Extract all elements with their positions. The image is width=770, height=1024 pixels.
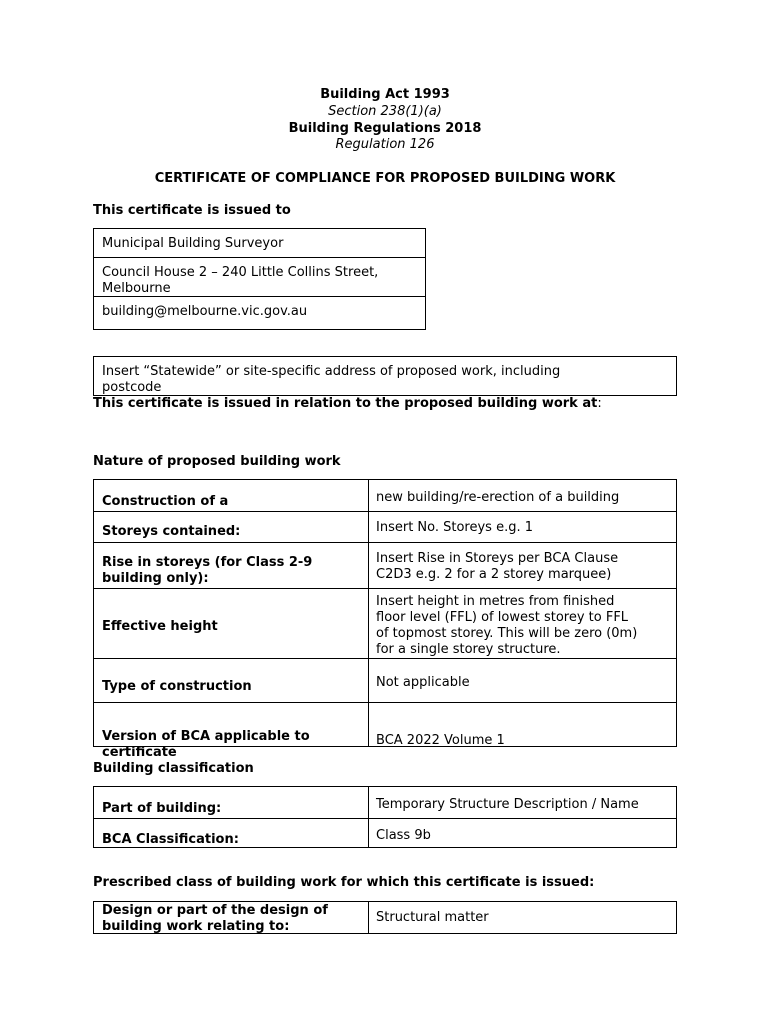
- row-divider: [94, 702, 676, 703]
- label-line: Effective height: [102, 619, 218, 634]
- row-divider: [94, 658, 676, 659]
- value-line: new building/re-erection of a building: [376, 490, 620, 505]
- label-line: Rise in storeys (for Class 2-9: [102, 555, 313, 570]
- issued-to-heading: This certificate is issued to: [93, 203, 291, 218]
- certificate-title: CERTIFICATE OF COMPLIANCE FOR PROPOSED BUILDING WORK: [154, 171, 616, 186]
- row-label: [94, 555, 368, 587]
- prescribed-heading: Prescribed class of building work for which this certificate is issued:: [93, 875, 595, 890]
- recipient-address-line1: Council House 2 – 240 Little Collins Street,: [102, 265, 379, 280]
- label-line: building only):: [102, 571, 209, 586]
- row-label: [94, 524, 368, 540]
- row-divider: [94, 511, 676, 512]
- value-line: Class 9b: [376, 828, 431, 843]
- label-line: Type of construction: [102, 679, 252, 694]
- row-value: [368, 520, 676, 536]
- regulation-ref: Regulation 126: [335, 137, 435, 152]
- label-line: certificate: [102, 745, 177, 760]
- label-line: Design or part of the design of: [102, 903, 328, 918]
- row-label: [94, 619, 368, 635]
- row-label: [94, 679, 368, 695]
- divider: [94, 257, 425, 258]
- row-value: [368, 733, 676, 749]
- label-line: Storeys contained:: [102, 524, 241, 539]
- label-line: Part of building:: [102, 801, 222, 816]
- address-instruction-line1: Insert “Statewide” or site-specific address of proposed work, including: [102, 364, 561, 379]
- row-label: [94, 729, 368, 761]
- row-divider: [94, 588, 676, 589]
- row-value: [368, 797, 676, 813]
- section-ref: Section 238(1)(a): [328, 104, 442, 119]
- value-line: Insert height in metres from finished: [376, 594, 615, 609]
- relation-colon: :: [597, 396, 602, 411]
- regulations-title: Building Regulations 2018: [288, 121, 482, 136]
- recipient-name: Municipal Building Surveyor: [102, 236, 284, 251]
- prescribed-table: [93, 901, 677, 934]
- row-value: [368, 675, 676, 691]
- classification-table: [93, 786, 677, 848]
- row-label: [94, 494, 368, 510]
- value-line: C2D3 e.g. 2 for a 2 storey marquee): [376, 567, 612, 582]
- row-label: [94, 832, 368, 848]
- label-line: Version of BCA applicable to: [102, 729, 310, 744]
- relation-heading-text: This certificate is issued in relation to the proposed building work at: [93, 396, 598, 411]
- label-line: Construction of a: [102, 494, 229, 509]
- recipient-email: building@melbourne.vic.gov.au: [102, 304, 308, 319]
- value-line: Temporary Structure Description / Name: [376, 797, 639, 812]
- row-value: [368, 490, 676, 506]
- address-instruction-line2: postcode: [102, 380, 162, 395]
- row-divider: [94, 542, 676, 543]
- row-value: [368, 594, 676, 658]
- value-line: Structural matter: [376, 910, 489, 925]
- value-line: BCA 2022 Volume 1: [376, 733, 505, 748]
- value-line: for a single storey structure.: [376, 642, 561, 657]
- row-label: [94, 801, 368, 817]
- row-value: [368, 828, 676, 844]
- row-value: [368, 910, 676, 926]
- label-line: building work relating to:: [102, 919, 290, 934]
- row-divider: [94, 818, 676, 819]
- nature-table: [93, 479, 677, 760]
- classification-heading: Building classification: [93, 761, 254, 776]
- value-line: of topmost storey. This will be zero (0m): [376, 626, 638, 641]
- row-label: [94, 903, 368, 935]
- act-title: Building Act 1993: [320, 87, 450, 102]
- address-box: [93, 356, 677, 396]
- recipient-address-line2: Melbourne: [102, 281, 171, 296]
- issued-to-box: [93, 228, 426, 330]
- value-line: floor level (FFL) of lowest storey to FFL: [376, 610, 629, 625]
- value-line: Not applicable: [376, 675, 470, 690]
- label-line: BCA Classification:: [102, 832, 239, 847]
- nature-heading: Nature of proposed building work: [93, 454, 341, 469]
- row-value: [368, 551, 676, 583]
- value-line: Insert No. Storeys e.g. 1: [376, 520, 534, 535]
- divider: [94, 296, 425, 297]
- relation-heading: [93, 396, 602, 411]
- value-line: Insert Rise in Storeys per BCA Clause: [376, 551, 619, 566]
